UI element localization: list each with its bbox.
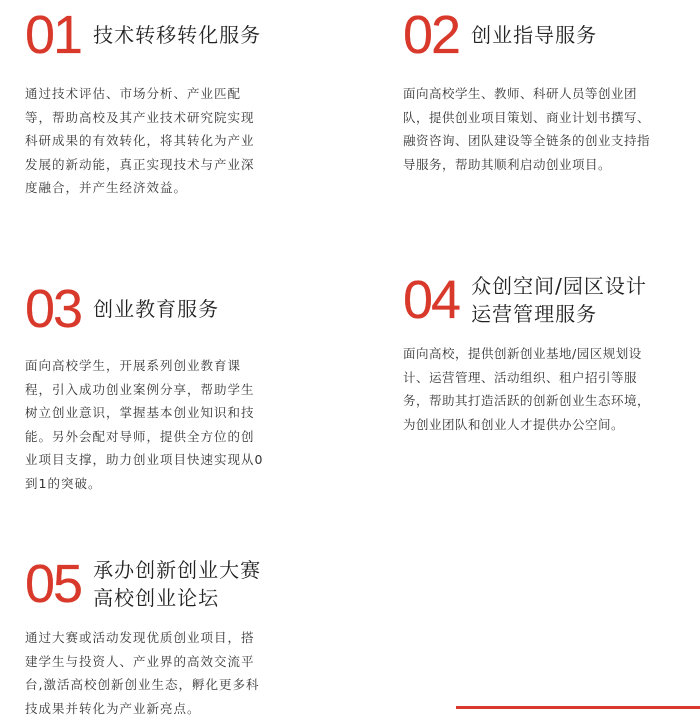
service-title-line: 技术转移转化服务 bbox=[93, 23, 262, 47]
description-line: 面向高校学生、教师、科研人员等创业团 bbox=[403, 86, 638, 101]
description-line: 队，提供创业项目策划、商业计划书撰写、 bbox=[403, 109, 651, 125]
service-card-tech-transfer bbox=[25, 5, 285, 200]
service-title-line: 创业教育服务 bbox=[93, 297, 220, 321]
description-line: 通过技术评估、市场分析、产业匹配 bbox=[25, 86, 242, 101]
description-line: 到1的突破。 bbox=[25, 475, 102, 491]
card-header bbox=[25, 5, 285, 65]
service-title bbox=[471, 272, 647, 328]
description-line: 面向高校学生，开展系列创业教育课 bbox=[25, 358, 242, 373]
description-line: 程，引入成功创业案例分享，帮助学生 bbox=[25, 381, 255, 397]
accent-divider bbox=[456, 706, 700, 709]
description-line: 发展的新动能，真正实现技术与产业深 bbox=[25, 156, 255, 172]
description-line: 融资咨询、团队建设等全链条的创业支持指 bbox=[403, 133, 651, 148]
service-card-space-operation bbox=[403, 272, 693, 436]
service-card-startup-guidance bbox=[403, 5, 693, 176]
card-header bbox=[403, 5, 693, 65]
service-number: 05 bbox=[25, 554, 82, 614]
service-card-startup-education bbox=[25, 279, 285, 495]
description-line: 面向高校，提供创新创业基地/园区规划设 bbox=[403, 346, 642, 361]
service-title-line: 高校创业论坛 bbox=[93, 586, 220, 610]
description-line: 业项目支撑，助力创业项目快速实现从0 bbox=[25, 452, 264, 467]
description-line: 导服务，帮助其顺利启动创业项目。 bbox=[403, 156, 612, 172]
service-title bbox=[93, 21, 261, 49]
description-line: 台,激活高校创新创业生态，孵化更多科 bbox=[25, 677, 260, 692]
service-description bbox=[25, 354, 285, 495]
service-title bbox=[93, 295, 219, 323]
description-line: 树立创业意识，掌握基本创业知识和技 bbox=[25, 405, 255, 420]
service-number: 01 bbox=[25, 5, 82, 65]
service-title-line: 承办创新创业大赛 bbox=[93, 558, 262, 582]
description-line: 为创业团队和创业人才提供办公空间。 bbox=[403, 416, 625, 432]
service-number: 02 bbox=[403, 5, 460, 65]
description-line: 能。另外会配对导师，提供全方位的创 bbox=[25, 428, 255, 444]
card-header bbox=[25, 556, 285, 612]
service-title-line: 运营管理服务 bbox=[471, 302, 598, 326]
description-line: 度融合，并产生经济效益。 bbox=[25, 180, 188, 195]
service-number: 03 bbox=[25, 279, 82, 339]
service-title bbox=[93, 556, 261, 612]
description-line: 等，帮助高校及其产业技术研究院实现 bbox=[25, 109, 255, 125]
service-description bbox=[25, 82, 285, 200]
description-line: 通过大赛或活动发现优质创业项目，搭 bbox=[25, 630, 255, 645]
description-line: 建学生与投资人、产业界的高效交流平 bbox=[25, 653, 255, 669]
service-description bbox=[403, 342, 693, 436]
service-title-line: 创业指导服务 bbox=[471, 23, 598, 47]
card-header bbox=[25, 279, 285, 339]
service-number: 04 bbox=[403, 270, 460, 330]
service-title bbox=[471, 21, 597, 49]
description-line: 务，帮助其打造活跃的创新创业生态环境， bbox=[403, 393, 651, 408]
card-header bbox=[403, 272, 693, 328]
description-line: 计、运营管理、活动组织、租户招引等服 bbox=[403, 369, 638, 385]
service-card-competition-forum bbox=[25, 556, 285, 720]
service-description bbox=[403, 82, 693, 176]
service-title-line: 众创空间/园区设计 bbox=[471, 274, 647, 298]
description-line: 技成果并转化为产业新亮点。 bbox=[25, 700, 201, 716]
service-description bbox=[25, 626, 285, 720]
description-line: 科研成果的有效转化，将其转化为产业 bbox=[25, 133, 255, 148]
